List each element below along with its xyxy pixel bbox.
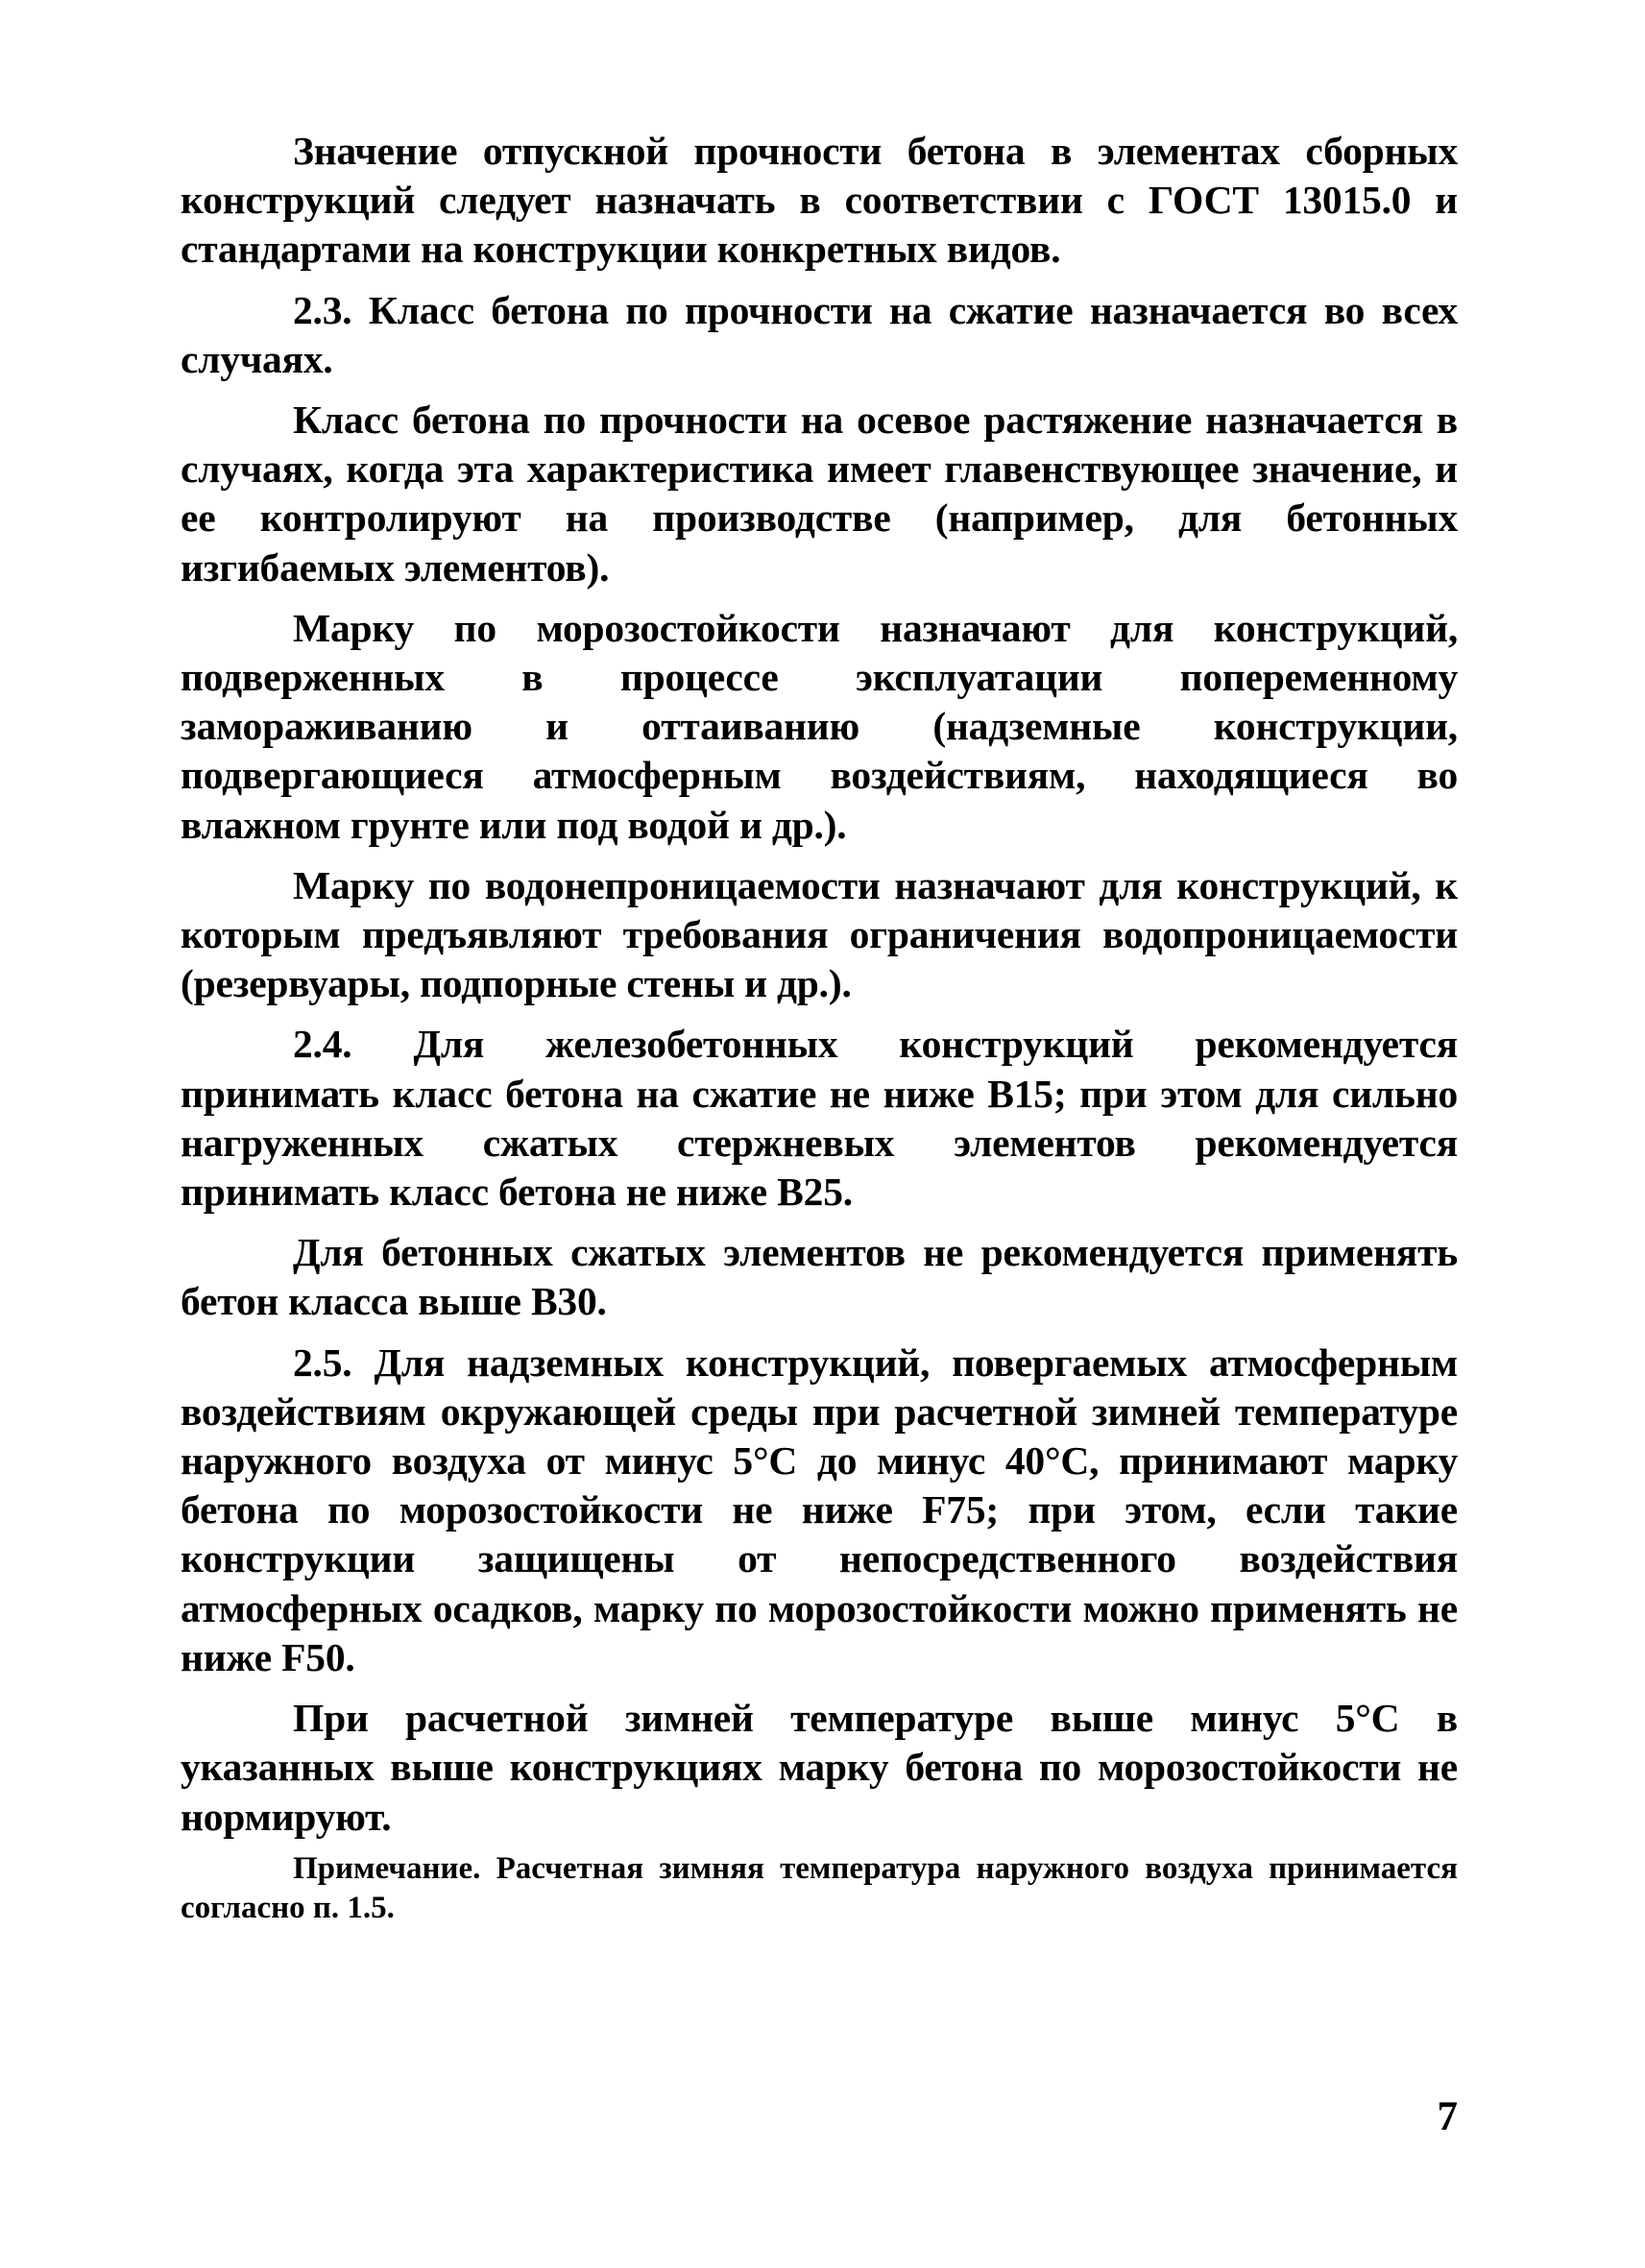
paragraph-above-minus-5 — [181, 1694, 1458, 1842]
paragraph-text: При расчетной зимней температуре выше минус 5°С в указанных выше конструкциях марку бетона по морозостойкости не нормируют. — [181, 1696, 1458, 1839]
paragraph-text: Для железобетонных конструкций рекомендуется принимать класс бетона на сжатие не ниже В15; при этом для сильно нагруженных сжатых стержневых элементов рекомендуется принимать класс бетона не ниже В25. — [181, 1022, 1458, 1215]
note: Примечание. Расчетная зимняя температура наружного воздуха принимается согласно п. 1.5. — [181, 1850, 1458, 1925]
paragraph-frost-resistance — [181, 604, 1458, 850]
paragraph-concrete-compressed — [181, 1228, 1458, 1326]
paragraph-text: Марку по водонепроницаемости назначают для конструкций, к которым предъявляют требования ограничения водопроницаемости (резервуары, подпорные стены и др.). — [181, 862, 1458, 1006]
paragraph-text: Значение отпускной прочности бетона в элементах сборных конструкций следует назначать в соответствии с ГОСТ 13015.0 и стандартами на конструкции конкретных видов. — [181, 129, 1458, 272]
section-number: 2.5. — [293, 1339, 352, 1385]
section-number: 2.4. — [293, 1022, 352, 1067]
paragraph-text: Для бетонных сжатых элементов не рекомендуется применять бетон класса выше В30. — [181, 1230, 1458, 1324]
paragraph-text: Марку по морозостойкости назначают для конструкций, подверженных в процессе эксплуатации попеременному замораживанию и оттаиванию (надземные конструкции, подвергающиеся атмосферным воздействиям, находящиеся во влажном грунте или под водой и др.). — [181, 605, 1458, 847]
paragraph-text: Для надземных конструкций, повергаемых атмосферным воздействиям окружающей среды при расчетной зимней температуре наружного воздуха от минус 5°С до минус 40°С, принимают марку бетона по морозостойкости не ниже F75; при этом, если такие конструкции защищены от непосредственного воздействия атмосферных осадков, марку по морозостойкости можно применять не ниже F50. — [181, 1339, 1458, 1679]
document-body — [181, 127, 1458, 1928]
paragraph-axial-tension — [181, 396, 1458, 592]
paragraph-release-strength — [181, 127, 1458, 275]
section-number: 2.3. — [293, 287, 352, 332]
paragraph-text: Класс бетона по прочности на осевое растяжение назначается в случаях, когда эта характеристика имеет главенствующее значение, и ее контролируют на производстве (например, для бетонных изгибаемых элементов). — [181, 398, 1458, 590]
paragraph-2-3 — [181, 286, 1458, 384]
paragraph-2-5 — [181, 1339, 1458, 1682]
page-number: 7 — [1437, 2094, 1458, 2139]
paragraph-text: Класс бетона по прочности на сжатие назначается во всех случаях. — [181, 287, 1458, 381]
paragraph-water-resistance — [181, 861, 1458, 1009]
paragraph-2-4 — [181, 1020, 1458, 1217]
